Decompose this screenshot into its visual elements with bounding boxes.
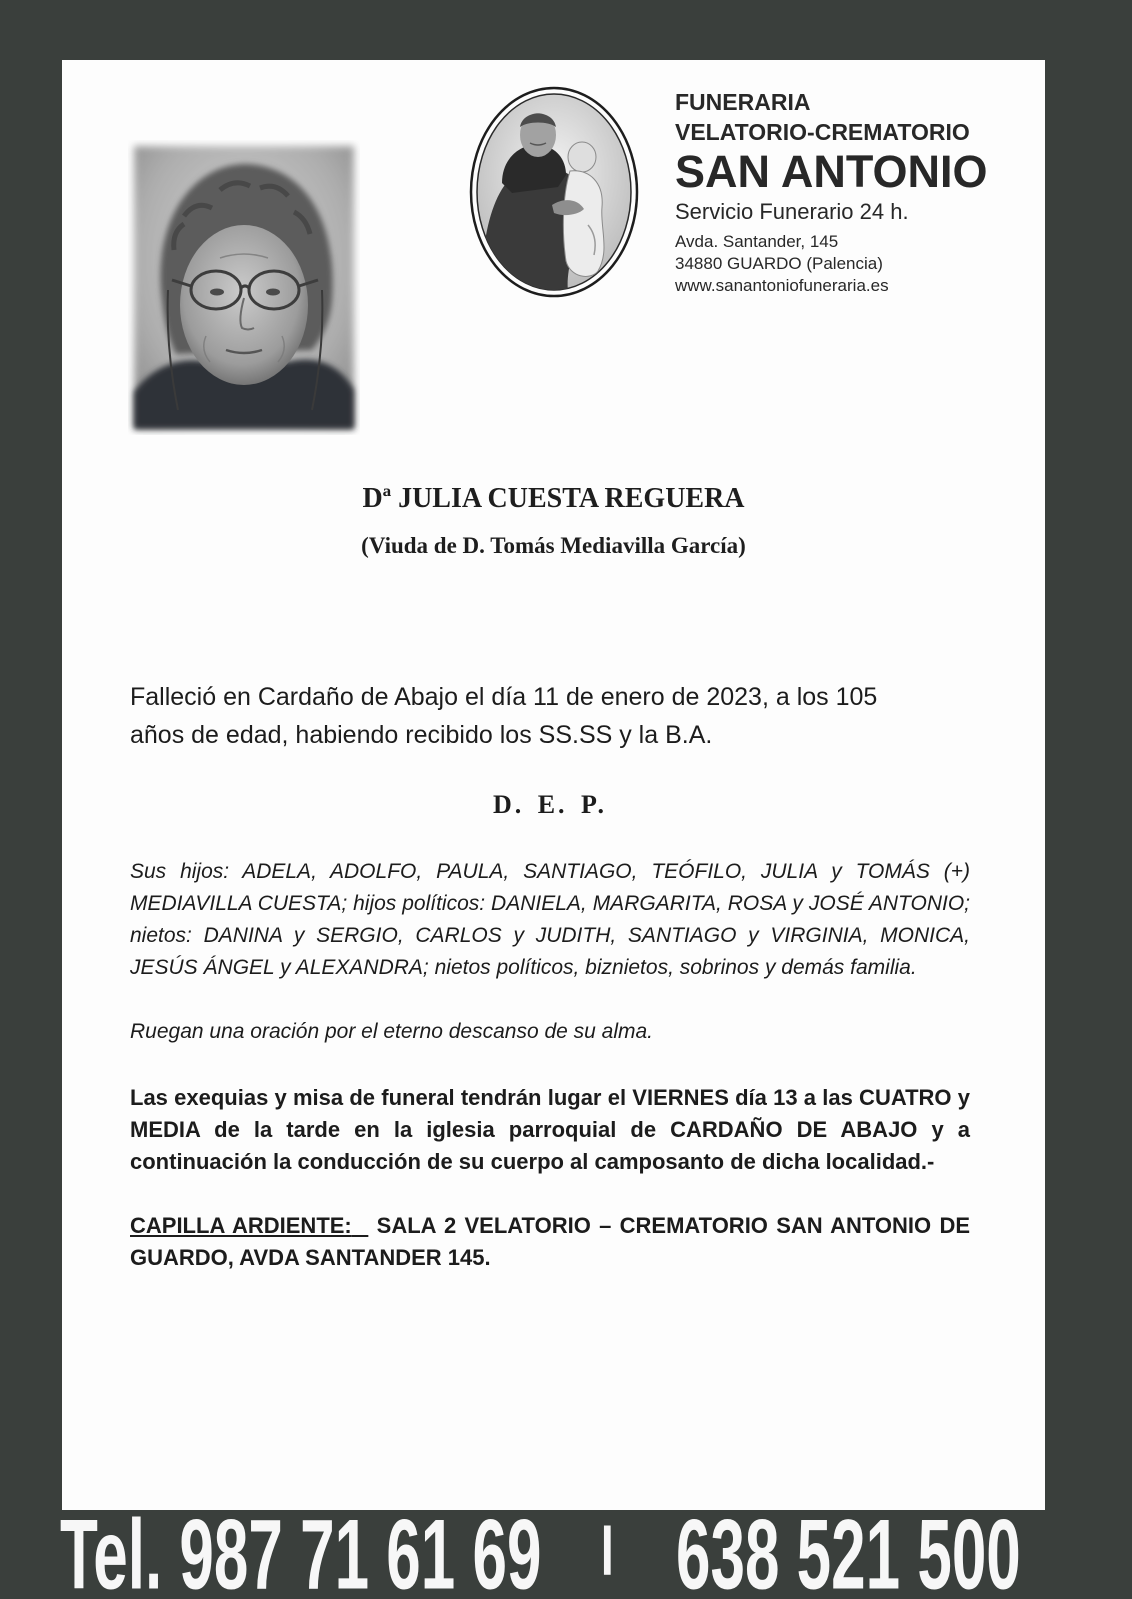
address: Avda. Santander, 145 [675, 232, 839, 251]
phone-number-1: Tel. 987 71 61 69 [60, 1510, 542, 1599]
website: www.sanantoniofuneraria.es [675, 276, 889, 295]
funeral-details: Las exequias y misa de funeral tendrán lugar el VIERNES día 13 a las CUATRO y MEDIA de la tarde en la iglesia parroquial de CARDAÑO DE ABAJO y a continuación la conducción de su cuerpo al camposanto de dicha localidad.- [130, 1085, 970, 1174]
phone-number-2: 638 521 500 [676, 1510, 1021, 1599]
deceased-portrait [128, 140, 360, 435]
chapel-details [130, 1210, 970, 1274]
dep: D. E. P. [492, 790, 608, 819]
death-notice: Falleció en Cardaño de Abajo el día 11 de enero de 2023, a los 105 años de edad, habiendo recibido los SS.SS y la B.A. [130, 683, 878, 749]
header-line-2: VELATORIO-CREMATORIO [675, 119, 970, 145]
obituary-sheet [62, 60, 1045, 1510]
notice-body [130, 678, 970, 1274]
funeral-home-name: SAN ANTONIO [675, 146, 988, 197]
deceased-block [62, 482, 1045, 561]
family-list: Sus hijos: ADELA, ADOLFO, PAULA, SANTIAGO, TEÓFILO, JULIA y TOMÁS (+) MEDIAVILLA CUESTA; hijos políticos: DANIELA, MARGARITA, ROSA y JOSÉ ANTONIO; nietos: DANINA y SERGIO, CARLOS y JUDITH, SANTIAGO y VIRGINIA, MONICA, JESÚS ÁNGEL y ALEXANDRA; nietos políticos, biznietos, sobrinos y demás familia. [130, 860, 970, 979]
phone-separator: | [600, 1517, 615, 1575]
chapel-text: SALA 2 VELATORIO – CREMATORIO SAN ANTONIO DE GUARDO, AVDA SANTANDER 145. [130, 1213, 970, 1270]
phone-footer [0, 1510, 1132, 1599]
deceased-subtitle: (Viuda de D. Tomás Mediavilla García) [361, 533, 746, 558]
city: 34880 GUARDO (Palencia) [675, 254, 883, 273]
service-hours: Servicio Funerario 24 h. [675, 199, 909, 224]
header-line-1: FUNERARIA [675, 89, 811, 115]
chapel-label: CAPILLA ARDIENTE: [130, 1213, 352, 1238]
deceased-name: Dª JULIA CUESTA REGUERA [362, 483, 745, 514]
funeral-home-header [675, 87, 988, 297]
prayer-request: Ruegan una oración por el eterno descanso de su alma. [130, 1020, 654, 1043]
saint-anthony-medallion [468, 85, 640, 299]
